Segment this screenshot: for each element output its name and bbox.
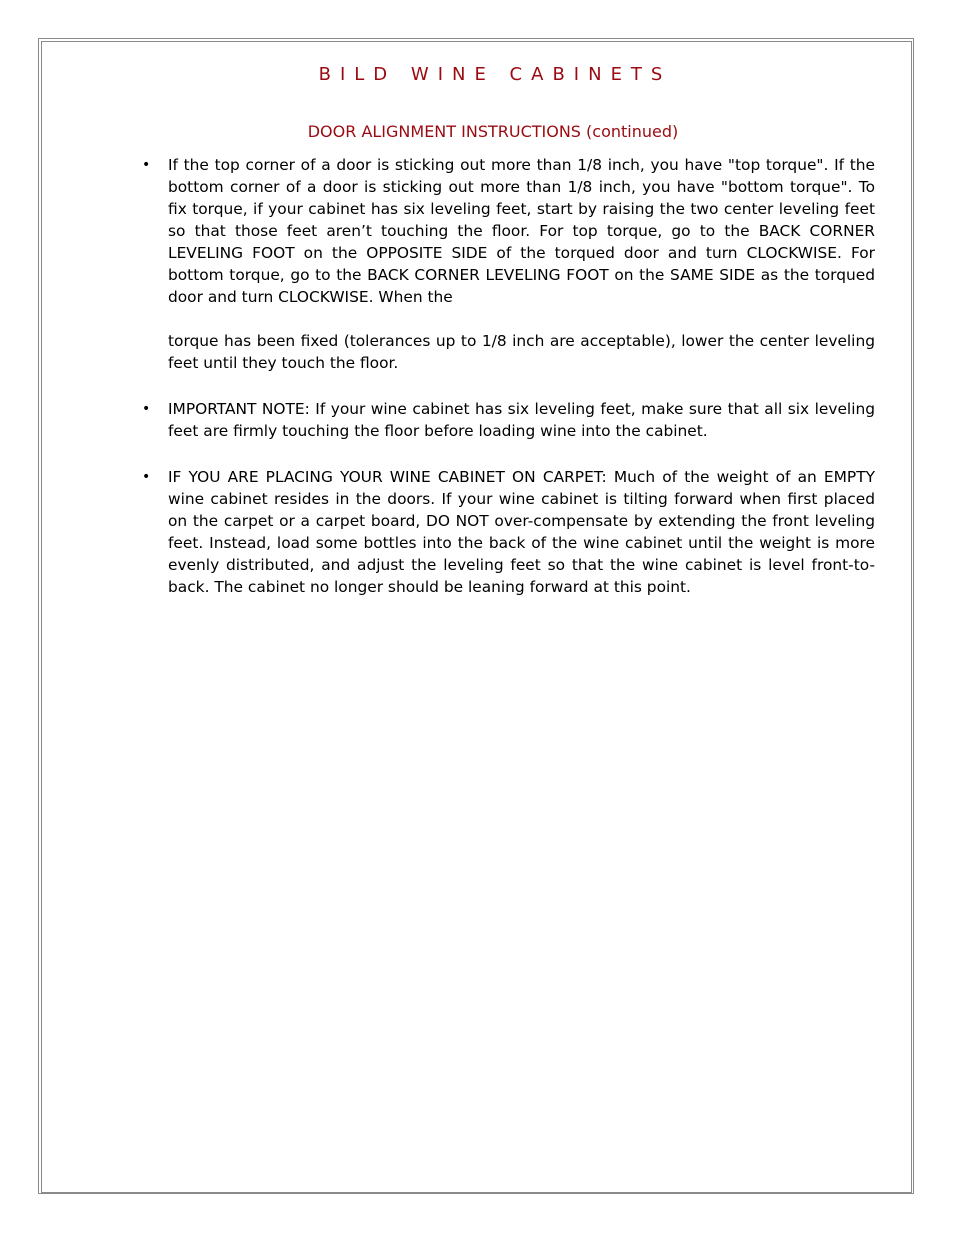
torque-continued-paragraph: torque has been fixed (tolerances up to 1/8 inch are acceptable), lower the center leveling feet until they touch the floor. bbox=[168, 332, 875, 372]
important-note-label: IMPORTANT NOTE: bbox=[168, 400, 310, 418]
carpet-label: IF YOU ARE PLACING YOUR WINE CABINET ON CARPET: bbox=[168, 468, 607, 486]
brand-title: BILD WINE CABINETS bbox=[318, 64, 672, 85]
list-item-torque bbox=[142, 154, 875, 374]
important-note-text: If your wine cabinet has six leveling feet, make sure that all six leveling feet are firmly touching the floor before loading wine into the cabinet. bbox=[168, 400, 876, 440]
top-torque-text: , go to the BACK CORNER LEVELING FOOT on the OPPOSITE SIDE of the torqued door and turn CLOCKWISE. bbox=[168, 222, 875, 262]
bottom-torque-label: For bottom torque bbox=[168, 244, 875, 284]
top-torque-label: For top torque bbox=[539, 222, 658, 240]
important-note-paragraph bbox=[168, 398, 875, 442]
bullet: • bbox=[142, 157, 151, 173]
bullet: • bbox=[142, 469, 151, 485]
list-item-carpet bbox=[142, 466, 875, 598]
bottom-torque-text: , go to the BACK CORNER LEVELING FOOT on the SAME SIDE as the torqued door and turn CLOCKWISE. When the bbox=[168, 266, 875, 306]
section-title: DOOR ALIGNMENT INSTRUCTIONS (continued) bbox=[307, 122, 679, 141]
bullet: • bbox=[142, 401, 151, 417]
torque-paragraph bbox=[168, 154, 875, 308]
torque-intro-text: If the top corner of a door is sticking out more than 1/8 inch, you have "top torque". If the bottom corner of a door is sticking out more than 1/8 inch, you have "bottom torque". To fix torque, if your cabinet has six leveling feet, start by raising the two center leveling feet so that those feet aren’t touching the floor. bbox=[168, 156, 875, 240]
carpet-text: Much of the weight of an EMPTY wine cabinet resides in the doors. If your wine cabinet is tilting forward when first placed on the carpet or a carpet board, DO NOT over-compensate by extending the front leveling feet. Instead, load some bottles into the back of the wine cabinet until the weight is more evenly distributed, and adjust the leveling feet so that the wine cabinet is level front-to-back. The cabinet no longer should be leaning forward at this point. bbox=[168, 468, 875, 596]
list-item-important-note bbox=[142, 398, 876, 442]
instructions-content bbox=[142, 154, 876, 598]
carpet-paragraph bbox=[168, 466, 875, 598]
